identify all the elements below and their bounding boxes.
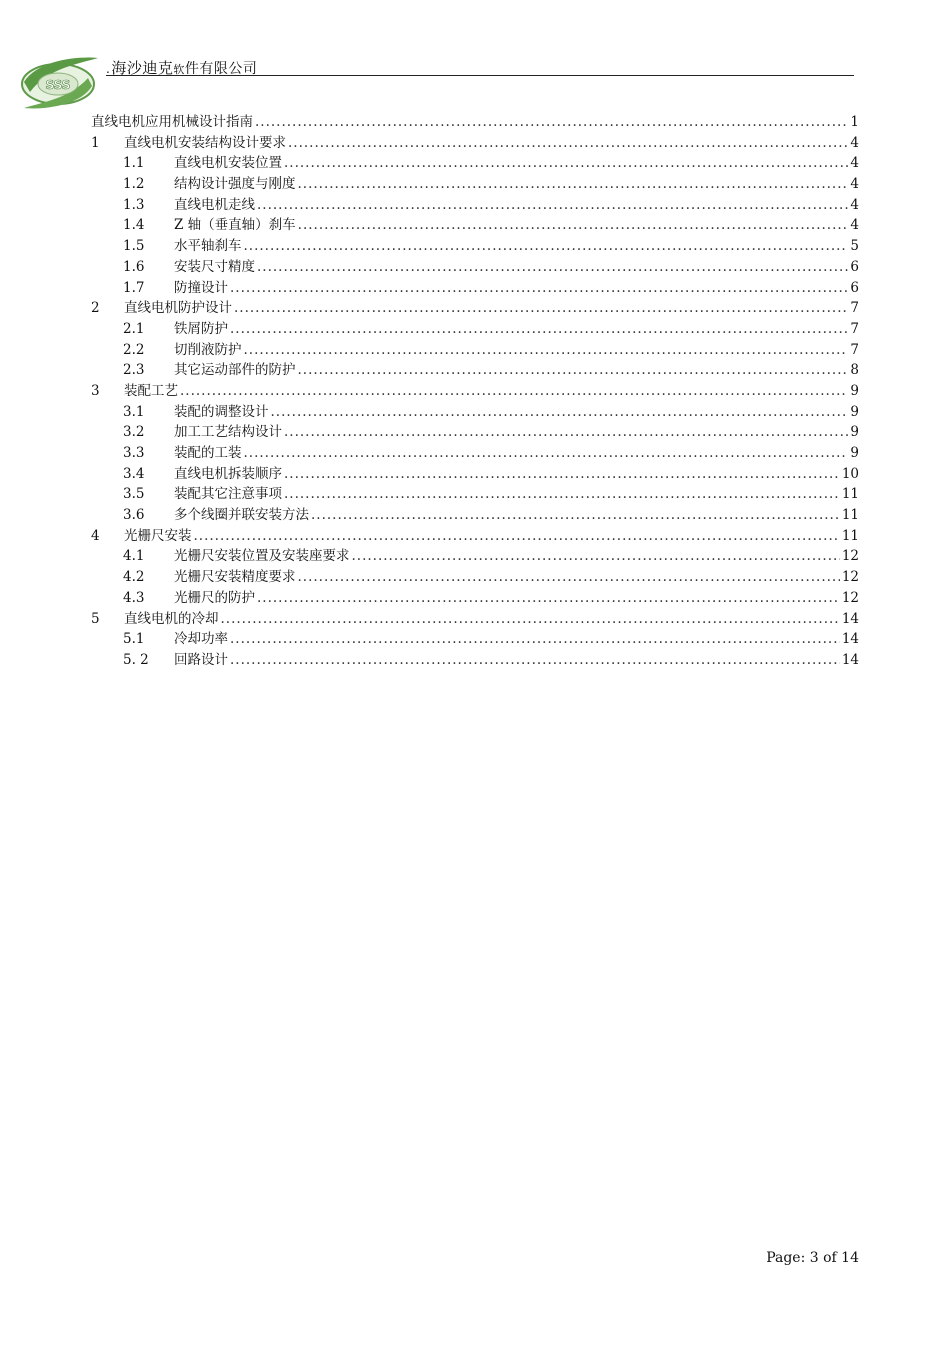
toc-title: 安装尺寸精度 — [174, 258, 255, 275]
toc-number: 1.2 — [123, 176, 145, 193]
toc-number: 1.1 — [123, 155, 145, 172]
company-name-b: 软 — [173, 63, 185, 76]
toc-section[interactable] — [91, 627, 859, 648]
toc-title: 切削液防护 — [174, 341, 242, 358]
toc-title: 回路设计 — [174, 651, 228, 668]
toc-title: 光栅尺安装位置及安装座要求 — [174, 548, 350, 565]
toc-number: 1.6 — [123, 258, 145, 275]
toc-page: 4 — [850, 155, 859, 172]
toc-chapter[interactable] — [91, 607, 859, 628]
toc-section[interactable] — [91, 234, 859, 255]
toc-leader — [230, 321, 848, 337]
toc-page: 7 — [850, 300, 859, 317]
toc-leader — [298, 362, 849, 378]
toc-leader — [284, 424, 848, 440]
toc-section[interactable] — [91, 503, 859, 524]
toc-number: 3.4 — [123, 465, 145, 482]
toc-page: 10 — [841, 465, 859, 482]
toc-leader — [298, 217, 849, 233]
toc-doc-title[interactable] — [91, 110, 859, 131]
toc-section[interactable] — [91, 276, 859, 297]
toc-section[interactable] — [91, 544, 859, 565]
toc-number: 3 — [91, 382, 100, 399]
toc-section[interactable] — [91, 338, 859, 359]
toc-page: 8 — [850, 362, 859, 379]
toc-page: 9 — [850, 382, 859, 399]
toc-chapter[interactable] — [91, 524, 859, 545]
toc-page: 11 — [841, 507, 859, 524]
toc-section[interactable] — [91, 586, 859, 607]
toc-chapter[interactable] — [91, 296, 859, 317]
toc-page: 4 — [850, 134, 859, 151]
toc-leader — [288, 135, 848, 151]
toc-title: 其它运动部件的防护 — [174, 362, 296, 379]
toc-leader — [257, 259, 848, 275]
toc-title: 防撞设计 — [174, 279, 228, 296]
toc-number: 2.1 — [123, 320, 145, 337]
toc-title: 装配的调整设计 — [174, 403, 269, 420]
toc-section[interactable] — [91, 400, 859, 421]
toc-section[interactable] — [91, 482, 859, 503]
toc-leader — [311, 507, 840, 523]
toc-number: 3.5 — [123, 486, 145, 503]
toc-section[interactable] — [91, 358, 859, 379]
toc-title: 直线电机安装位置 — [174, 155, 282, 172]
toc-number: 1.3 — [123, 196, 145, 213]
toc-section[interactable] — [91, 648, 859, 669]
toc-number: 2.3 — [123, 362, 145, 379]
toc-page: 11 — [841, 527, 859, 544]
toc-page: 5 — [850, 238, 859, 255]
toc-page: 9 — [850, 403, 859, 420]
toc-leader — [257, 590, 840, 606]
toc-section[interactable] — [91, 151, 859, 172]
toc-section[interactable] — [91, 255, 859, 276]
toc-title: 水平轴刹车 — [174, 238, 242, 255]
toc-title: 装配的工装 — [174, 445, 242, 461]
toc-title: 光栅尺安装 — [124, 527, 192, 544]
page-header — [18, 50, 858, 112]
toc-leader — [271, 404, 849, 420]
toc-page: 1 — [850, 114, 859, 130]
toc-title: 冷却功率 — [174, 631, 228, 648]
toc-title: 直线电机拆装顺序 — [174, 465, 282, 482]
toc-title: 直线电机安装结构设计要求 — [124, 134, 286, 151]
toc-section[interactable] — [91, 193, 859, 214]
toc-number: 1.5 — [123, 238, 145, 255]
toc-number: 4.2 — [123, 569, 145, 586]
toc-title: 直线电机应用机械设计指南 — [91, 114, 253, 130]
logo-text: SSS — [45, 78, 71, 92]
toc-section[interactable] — [91, 317, 859, 338]
toc-page: 7 — [850, 320, 859, 337]
toc-leader — [255, 114, 848, 130]
toc-page: 9 — [850, 424, 859, 441]
toc-number: 4.3 — [123, 589, 145, 606]
toc-page: 7 — [850, 341, 859, 358]
toc-section[interactable] — [91, 565, 859, 586]
toc-number: 5 — [91, 610, 100, 627]
toc-section[interactable] — [91, 441, 859, 462]
toc-title: 铁屑防护 — [174, 320, 228, 337]
toc-chapter[interactable] — [91, 131, 859, 152]
toc-section[interactable] — [91, 420, 859, 441]
toc-page: 14 — [841, 610, 859, 627]
toc-title: 结构设计强度与刚度 — [174, 176, 296, 193]
toc-page: 12 — [841, 569, 859, 586]
toc-page: 12 — [841, 548, 859, 565]
company-prefix: . — [106, 62, 111, 76]
toc-title: 加工工艺结构设计 — [174, 424, 282, 441]
toc-section[interactable] — [91, 172, 859, 193]
table-of-contents — [91, 110, 859, 669]
toc-title: 装配其它注意事项 — [174, 486, 282, 503]
company-name-a: 海沙迪克 — [111, 59, 174, 77]
toc-leader — [230, 631, 840, 647]
page-number: Page: 3 of 14 — [766, 1250, 859, 1266]
toc-leader — [257, 197, 848, 213]
toc-title: 多个线圈并联安装方法 — [174, 507, 309, 524]
toc-number: 2 — [91, 300, 100, 317]
toc-page: 14 — [841, 651, 859, 668]
toc-number: 4.1 — [123, 548, 145, 565]
toc-title: 直线电机走线 — [174, 196, 255, 213]
toc-title: 直线电机的冷却 — [124, 610, 219, 627]
toc-title: Z 轴（垂直轴）刹车 — [174, 217, 296, 234]
toc-title: 直线电机防护设计 — [124, 300, 232, 317]
toc-leader — [194, 528, 840, 544]
toc-leader — [244, 342, 849, 358]
toc-section[interactable] — [91, 462, 859, 483]
toc-leader — [234, 300, 848, 316]
toc-page: 11 — [841, 486, 859, 503]
toc-number: 5. 2 — [123, 651, 149, 668]
toc-title: 装配工艺 — [124, 382, 178, 399]
company-name-c: 件有限公司 — [184, 61, 258, 77]
toc-number: 3.6 — [123, 507, 145, 524]
toc-leader — [298, 176, 849, 192]
toc-page: 9 — [850, 445, 859, 461]
toc-number: 3.1 — [123, 403, 145, 420]
toc-title: 光栅尺安装精度要求 — [174, 569, 296, 586]
toc-page: 6 — [850, 258, 859, 275]
toc-page: 14 — [841, 631, 859, 648]
toc-number: 2.2 — [123, 341, 145, 358]
toc-leader — [298, 569, 840, 585]
toc-leader — [284, 155, 848, 171]
toc-section[interactable] — [91, 213, 859, 234]
company-logo — [18, 52, 100, 112]
toc-leader — [244, 445, 849, 461]
toc-leader — [180, 383, 848, 399]
toc-chapter[interactable] — [91, 379, 859, 400]
toc-leader — [230, 652, 840, 668]
toc-leader — [230, 280, 848, 296]
toc-leader — [221, 611, 840, 627]
toc-title: 光栅尺的防护 — [174, 589, 255, 606]
toc-number: 1.4 — [123, 217, 145, 234]
toc-number: 3.3 — [123, 445, 145, 461]
toc-page: 4 — [850, 217, 859, 234]
toc-page: 4 — [850, 196, 859, 213]
toc-number: 3.2 — [123, 424, 145, 441]
toc-page: 4 — [850, 176, 859, 193]
toc-leader — [284, 466, 840, 482]
toc-number: 1 — [91, 134, 100, 151]
toc-leader — [244, 238, 849, 254]
toc-number: 1.7 — [123, 279, 145, 296]
header-rule — [106, 75, 854, 76]
toc-page: 6 — [850, 279, 859, 296]
toc-number: 5.1 — [123, 631, 145, 648]
toc-number: 4 — [91, 527, 100, 544]
toc-leader — [352, 548, 840, 564]
toc-page: 12 — [841, 589, 859, 606]
toc-leader — [284, 486, 840, 502]
